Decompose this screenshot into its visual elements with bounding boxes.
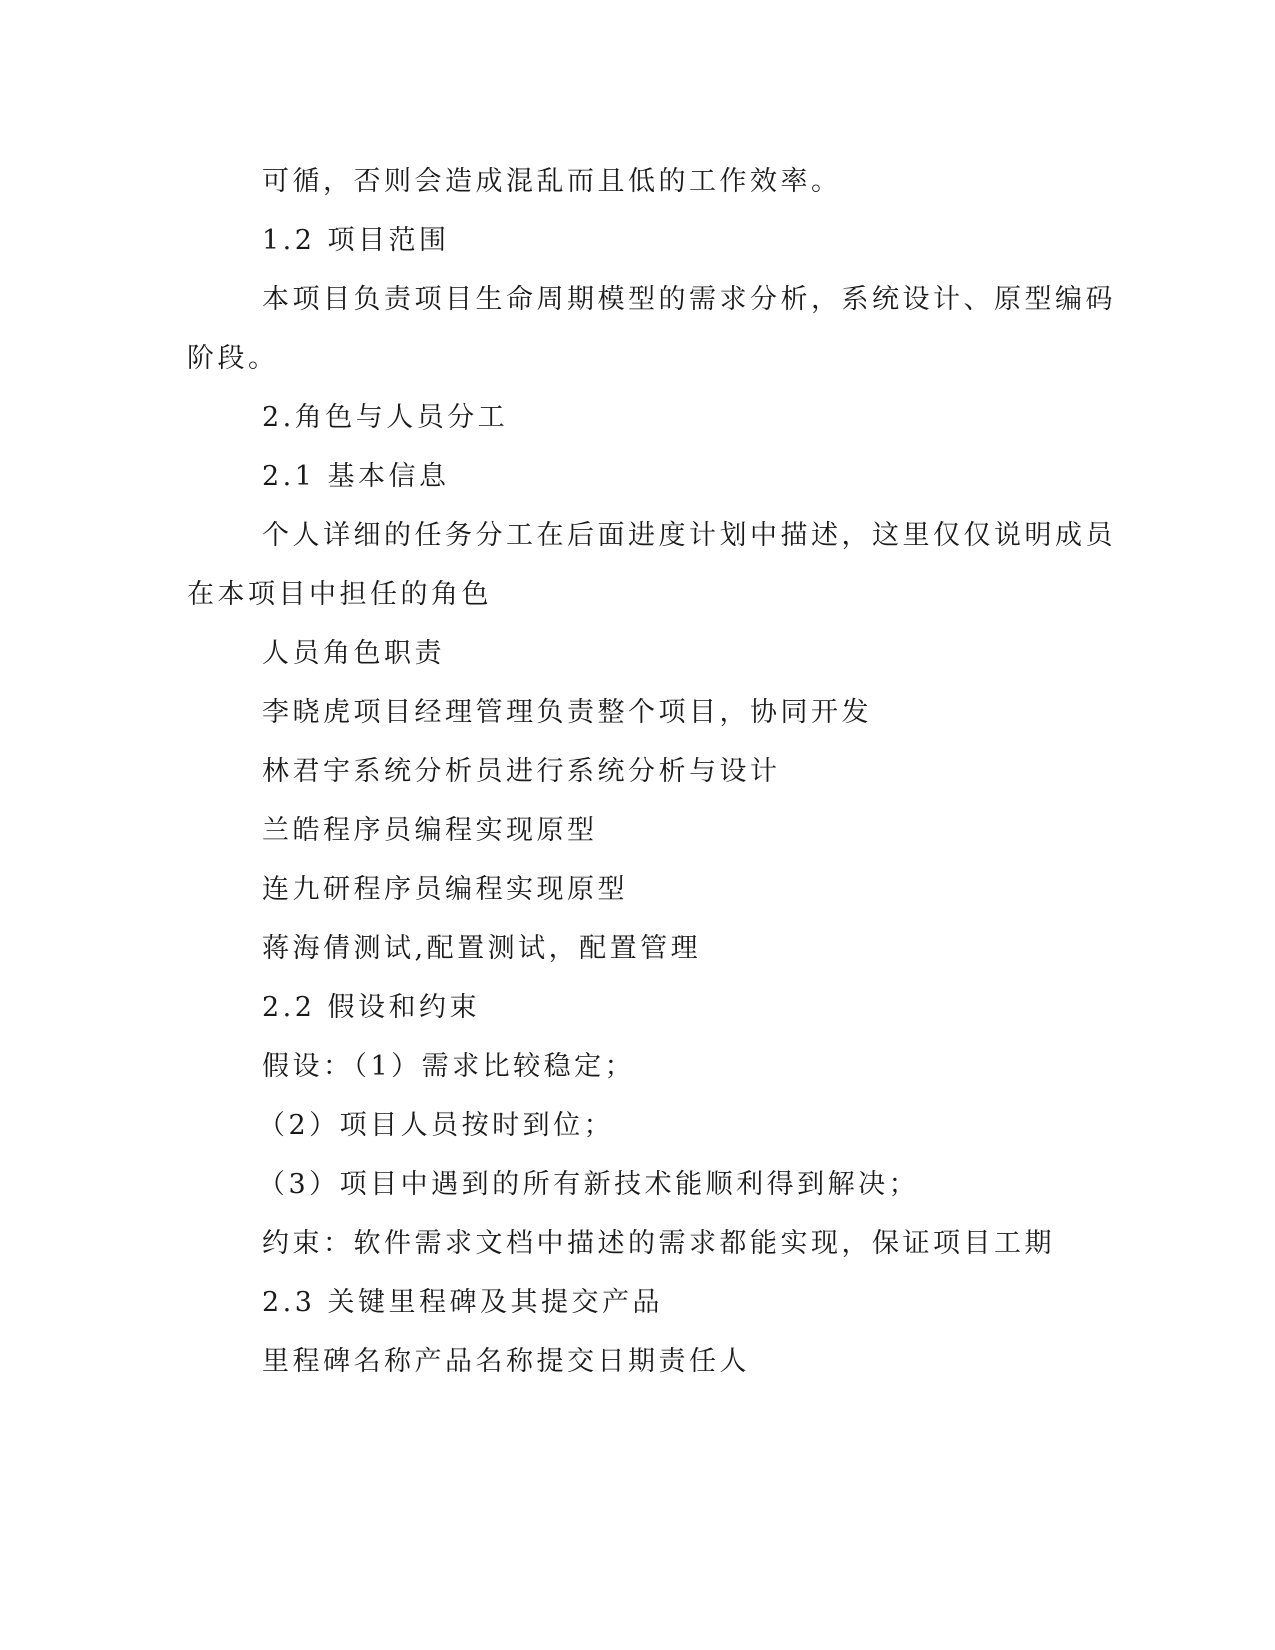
paragraph-text: 约束：软件需求文档中描述的需求都能实现，保证项目工期 (262, 1228, 1055, 1259)
table-header-text: 里程碑名称产品名称提交日期责任人 (262, 1346, 750, 1377)
section-heading: 1.2 项目范围 (262, 225, 450, 256)
paragraph-text: 阶段。 (187, 343, 279, 374)
paragraph-text: （3）项目中遇到的所有新技术能顺利得到解决； (258, 1169, 920, 1200)
section-heading: 2.角色与人员分工 (262, 402, 509, 433)
paragraph-text: 本项目负责项目生命周期模型的需求分析，系统设计、原型编码 (262, 284, 1116, 315)
table-row-text: 兰皓程序员编程实现原型 (262, 815, 598, 846)
section-heading: 2.3 关键里程碑及其提交产品 (262, 1287, 664, 1318)
paragraph-text: （2）项目人员按时到位； (258, 1110, 615, 1141)
paragraph-text: 在本项目中担任的角色 (187, 579, 492, 610)
paragraph-text: 可循，否则会造成混乱而且低的工作效率。 (262, 166, 842, 197)
table-header-text: 人员角色职责 (262, 638, 445, 669)
table-row-text: 林君宇系统分析员进行系统分析与设计 (262, 756, 781, 787)
table-row-text: 李晓虎项目经理管理负责整个项目，协同开发 (262, 697, 872, 728)
section-heading: 2.2 假设和约束 (262, 992, 481, 1023)
table-row-text: 连九研程序员编程实现原型 (262, 874, 628, 905)
section-heading: 2.1 基本信息 (262, 461, 450, 492)
paragraph-text: 假设：（1）需求比较稳定； (262, 1051, 636, 1082)
paragraph-text: 个人详细的任务分工在后面进度计划中描述，这里仅仅说明成员 (262, 520, 1116, 551)
table-row-text: 蒋海倩测试,配置测试，配置管理 (262, 933, 702, 964)
